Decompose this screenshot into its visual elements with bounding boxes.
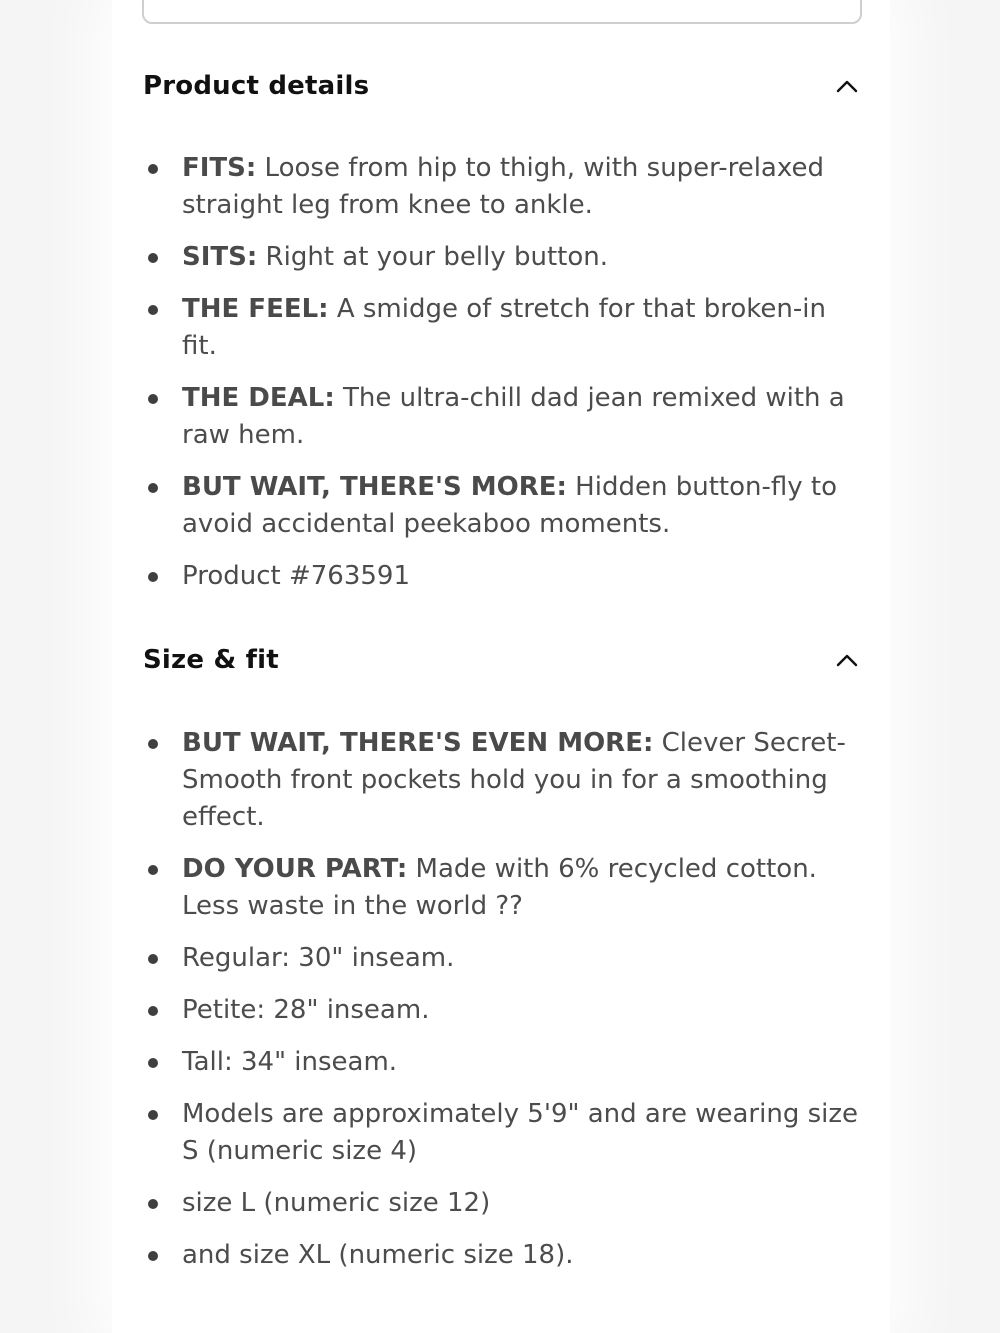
list-item xyxy=(142,239,862,276)
item-lead: BUT WAIT, THERE'S EVEN MORE: xyxy=(182,728,654,758)
list-item xyxy=(142,725,862,836)
bullet xyxy=(148,394,158,404)
bullet xyxy=(148,164,158,174)
list-item xyxy=(142,851,862,925)
previous-section-box[interactable] xyxy=(142,0,862,24)
bullet xyxy=(148,483,158,493)
item-text: Right at your belly button. xyxy=(257,242,608,272)
item-text: Hidden button-fly to avoid accidental peekaboo moments. xyxy=(182,472,837,539)
list-item xyxy=(142,380,862,454)
item-text: The ultra-chill dad jean remixed with a raw hem. xyxy=(182,383,845,450)
list-item xyxy=(142,1096,862,1170)
bullet xyxy=(148,253,158,263)
item-text: A smidge of stretch for that broken-in fit. xyxy=(182,294,826,361)
product-details-list xyxy=(142,150,862,610)
product-number: Product #763591 xyxy=(182,561,411,591)
list-item xyxy=(142,1237,862,1274)
bullet xyxy=(148,1006,158,1016)
bullet xyxy=(148,954,158,964)
size-fit-list xyxy=(142,725,862,1289)
item-text: Loose from hip to thigh, with super-relaxed straight leg from knee to ankle. xyxy=(182,153,824,220)
item-lead: BUT WAIT, THERE'S MORE: xyxy=(182,472,567,502)
bullet xyxy=(148,1251,158,1261)
bullet xyxy=(148,865,158,875)
item-text: Petite: 28" inseam. xyxy=(182,995,430,1025)
item-text: Regular: 30" inseam. xyxy=(182,943,455,973)
chevron-up-icon[interactable] xyxy=(835,74,859,98)
list-item xyxy=(142,1044,862,1081)
list-item xyxy=(142,1185,862,1222)
product-details-header[interactable] xyxy=(143,66,859,106)
item-text: and size XL (numeric size 18). xyxy=(182,1240,574,1270)
bullet xyxy=(148,305,158,315)
size-fit-title: Size & fit xyxy=(143,645,279,675)
item-lead: FITS: xyxy=(182,153,257,183)
chevron-up-icon[interactable] xyxy=(835,648,859,672)
list-item xyxy=(142,291,862,365)
item-text: Models are approximately 5'9" and are wearing size S (numeric size 4) xyxy=(182,1099,858,1166)
item-lead: THE DEAL: xyxy=(182,383,335,413)
item-lead: SITS: xyxy=(182,242,258,272)
product-info-panel xyxy=(112,0,890,1333)
item-text: Clever Secret-Smooth front pockets hold you in for a smoothing effect. xyxy=(182,728,846,832)
bullet xyxy=(148,1199,158,1209)
list-item xyxy=(142,150,862,224)
list-item xyxy=(142,558,862,595)
list-item xyxy=(142,940,862,977)
list-item xyxy=(142,992,862,1029)
bullet xyxy=(148,1058,158,1068)
bullet xyxy=(148,1110,158,1120)
list-item xyxy=(142,469,862,543)
item-lead: THE FEEL: xyxy=(182,294,329,324)
bullet xyxy=(148,572,158,582)
product-details-title: Product details xyxy=(143,71,370,101)
item-text: Made with 6% recycled cotton. Less waste in the world ?? xyxy=(182,854,817,921)
bullet xyxy=(148,739,158,749)
item-text: size L (numeric size 12) xyxy=(182,1188,491,1218)
size-fit-header[interactable] xyxy=(143,640,859,680)
item-lead: DO YOUR PART: xyxy=(182,854,408,884)
item-text: Tall: 34" inseam. xyxy=(182,1047,398,1077)
